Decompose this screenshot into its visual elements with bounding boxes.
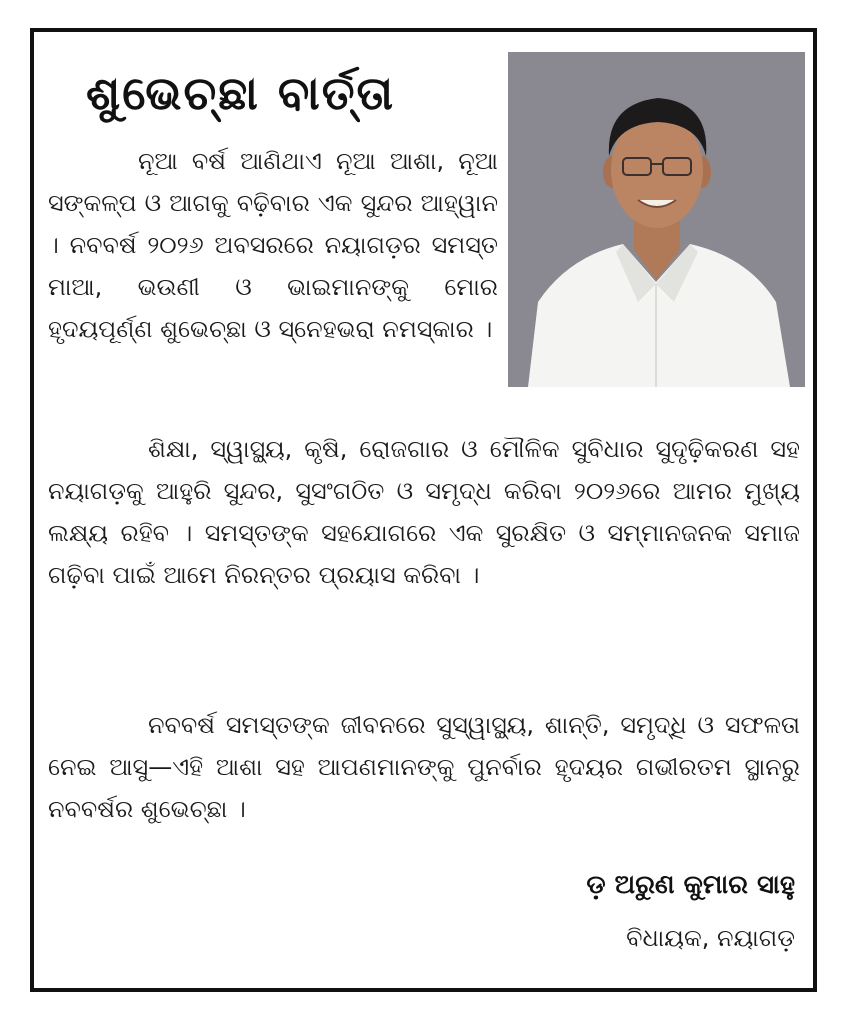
signature-designation: ବିଧାୟକ, ନୟାଗଡ଼ bbox=[626, 924, 795, 952]
portrait-illustration bbox=[508, 52, 805, 387]
greeting-card bbox=[30, 28, 817, 992]
greeting-title: ଶୁଭେଚ୍ଛା ବାର୍ତ୍ତା bbox=[86, 66, 396, 120]
greeting-paragraph-2: ଶିକ୍ଷା, ସ୍ୱାସ୍ଥ୍ୟ, କୃଷି, ରୋଜଗାର ଓ ମୌଳିକ ସୁବିଧାର ସୁଦୃଢ଼ିକରଣ ସହ ନୟାଗଡ଼କୁ ଆହୁରି ସୁନ୍ଦର, ସୁସଂଗଠିତ ଓ ସମୃଦ୍ଧ କରିବା ୨୦୨୬ରେ ଆମର ମୁଖ୍ୟ ଲକ୍ଷ୍ୟ ରହିବ । ସମସ୍ତଙ୍କ ସହଯୋଗରେ ଏକ ସୁରକ୍ଷିତ ଓ ସମ୍ମାନଜନକ ସମାଜ ଗଢ଼ିବା ପାଇଁ ଆମେ ନିରନ୍ତର ପ୍ରୟାସ କରିବା । bbox=[48, 435, 800, 589]
portrait-photo bbox=[508, 52, 805, 387]
greeting-paragraph-3: ନବବର୍ଷ ସମସ୍ତଙ୍କ ଜୀବନରେ ସୁସ୍ୱାସ୍ଥ୍ୟ, ଶାନ୍ତି, ସମୃଦ୍ଧି ଓ ସଫଳତା ନେଇ ଆସୁ—ଏହି ଆଶା ସହ ଆପଣମାନଙ୍କୁ ପୁନର୍ବାର ହୃଦୟର ଗଭୀରତମ ସ୍ଥାନରୁ ନବବର୍ଷର ଶୁଭେଚ୍ଛା । bbox=[48, 711, 800, 823]
signature-name: ଡ଼ ଅରୁଣ କୁମାର ସାହୁ bbox=[586, 870, 795, 900]
greeting-paragraph-1: ନୂଆ ବର୍ଷ ଆଣିଥାଏ ନୂଆ ଆଶା, ନୂଆ ସଙ୍କଳ୍ପ ଓ ଆଗକୁ ବଢ଼ିବାର ଏକ ସୁନ୍ଦର ଆହ୍ୱାନ । ନବବର୍ଷ ୨୦୨୬ ଅବସରରେ ନୟାଗଡ଼ର ସମସ୍ତ ମାଆ, ଭଉଣୀ ଓ ଭାଇମାନଙ୍କୁ ମୋର ହୃଦୟପୂର୍ଣ୍ଣ ଶୁଭେଚ୍ଛା ଓ ସ୍ନେହଭରା ନମସ୍କାର । bbox=[48, 147, 498, 343]
